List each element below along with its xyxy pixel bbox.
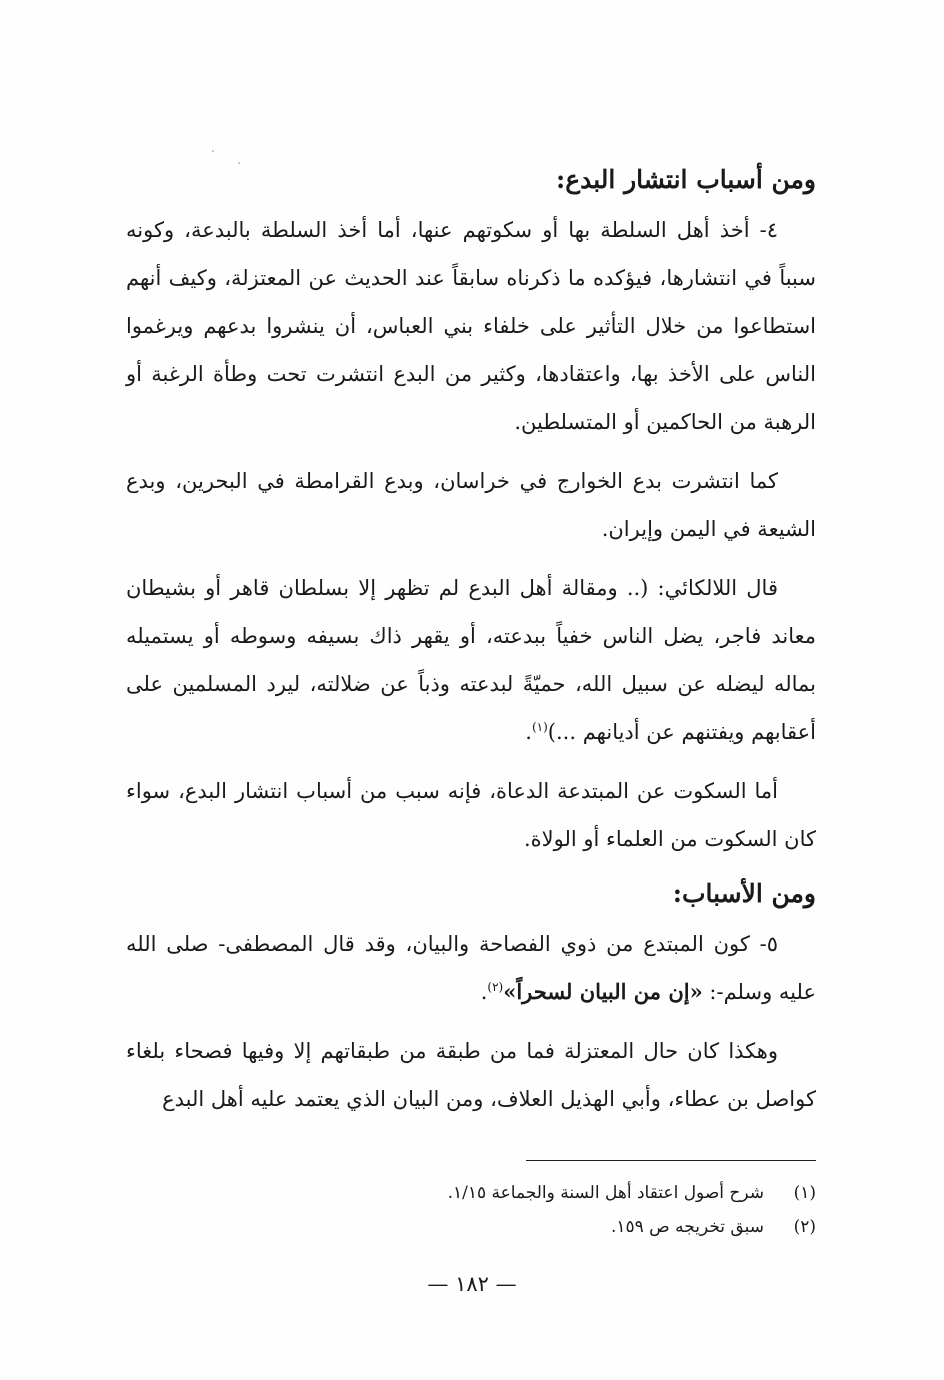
quote-paragraph <box>126 564 816 756</box>
footnote-ref: (٢) <box>487 980 504 994</box>
paragraph-text: ٥- كون المبتدع من ذوي الفصاحة والبيان، وقد قال المصطفى- صلى الله عليه وسلم-: <box>126 932 816 1004</box>
scan-speck <box>212 150 214 152</box>
section-heading: ومن الأسباب: <box>672 879 816 908</box>
paragraph: أما السكوت عن المبتدعة الدعاة، فإنه سبب من أسباب انتشار البدع، سواء كان السكوت من العلماء أو الولاة. <box>126 779 816 851</box>
hadith-paragraph <box>126 920 816 1016</box>
footnote-ref: (١) <box>531 720 548 734</box>
main-text <box>126 160 816 1134</box>
hadith-quote: «إن من البيان لسحراً» <box>503 979 703 1004</box>
footnote-number: (١) <box>793 1183 816 1203</box>
footnote-text: شرح أصول اعتقاد أهل السنة والجماعة ١/١٥. <box>447 1183 764 1203</box>
quote-text: قال اللالكائي: (.. ومقالة أهل البدع لم تظهر إلا بسلطان قاهر أو بشيطان معاند فاجر، يضل الناس خفياً ببدعته، أو يقهر ذاك بسيفه وسوطه أو يستميله بماله ليضله عن سبيل الله، حميّةً لبدعته وذباً عن ضلالته، ليرد المسلمين على أعقابهم ويفتنهم عن أديانهم ...) <box>126 576 816 744</box>
punctuation: . <box>480 980 488 1004</box>
paragraph: وهكذا كان حال المعتزلة فما من طبقة من طبقاتهم إلا وفيها فصحاء بلغاء كواصل بن عطاء، وأبي الهذيل العلاف، ومن البيان الذي يعتمد عليه أهل البدع <box>126 1039 816 1111</box>
page-number: — ١٨٢ — <box>427 1272 517 1296</box>
footnotes <box>126 1176 816 1244</box>
paragraph: كما انتشرت بدع الخوارج في خراسان، وبدع القرامطة في البحرين، وبدع الشيعة في اليمن وإيران. <box>126 469 816 541</box>
footnote-text: سبق تخريجه ص ١٥٩. <box>610 1217 764 1237</box>
section-heading: ومن أسباب انتشار البدع: <box>555 165 816 194</box>
punctuation: . <box>525 720 532 744</box>
footnote <box>126 1210 816 1244</box>
paragraph: ٤- أخذ أهل السلطة بها أو سكوتهم عنها، أما أخذ السلطة بالبدعة، وكونه سبباً في انتشارها، فيؤكده ما ذكرناه سابقاً عند الحديث عن المعتزلة، وكيف أنهم استطاعوا من خلال التأثير على خلفاء بني العباس، أن ينشروا بدعهم ويرغموا الناس على الأخذ بها، واعتقادها، وكثير من البدع انتشرت تحت وطأة الرغبة أو الرهبة من الحاكمين أو المتسلطين. <box>126 218 816 434</box>
footnote-divider <box>526 1160 816 1161</box>
footnote-number: (٢) <box>793 1217 816 1237</box>
footnote <box>126 1176 816 1210</box>
